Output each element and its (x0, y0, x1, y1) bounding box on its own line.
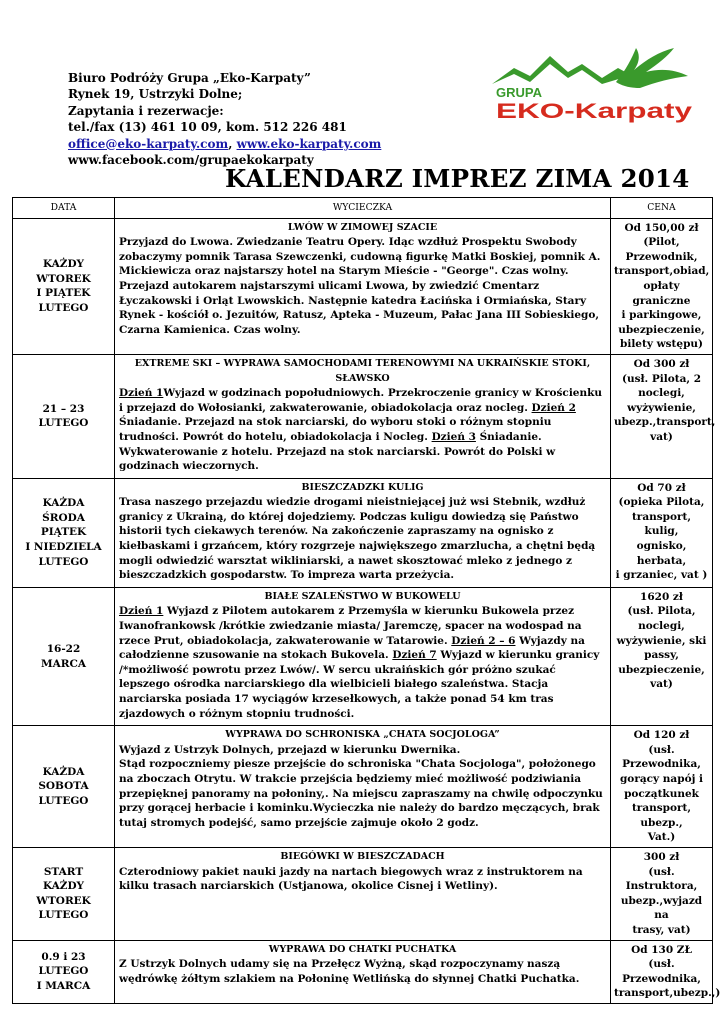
event-title: BIEGÓWKI W BIESZCZADACH (280, 850, 445, 862)
event-title: WYPRAWA DO SCHRONISKA „CHATA SOCJOLOGA” (225, 729, 500, 741)
event-text: Wyjazd w kierunku granicy /*możliwość powrotu przez Lwów/. W sercu ukraińskich gór próżno szukać lepszego ośrodka narciarskiego dla wielbicieli białego szaleństwa. Stacja narciarska posiada 17 wyciągów krzesełkowych, a także ponad 54 km tras zjazdowych o różnym stopniu trudności. (119, 649, 600, 720)
event-date-line: KAŻDA (42, 765, 85, 778)
event-date-line: LUTEGO (38, 965, 89, 978)
event-price-line: gorący napój i (619, 772, 704, 785)
event-date-line: 0.9 i 23 (41, 950, 86, 963)
event-title: WYPRAWA DO CHATKI PUCHATKA (268, 943, 457, 955)
table-row (13, 354, 713, 478)
event-price-line: (usł. (648, 958, 675, 971)
event-date-line: I MARCA (36, 979, 91, 992)
event-description-cell (115, 587, 611, 725)
event-price-line: transport,ubezp.,) (614, 987, 721, 1000)
event-price-line: wyżywienie, (627, 401, 696, 414)
event-text: Śniadanie. Wykwaterowanie z hotelu. Przejazd na stok narciarski. Powrót do Polski w godzinach wieczornych. (119, 430, 556, 473)
event-date-line: MARCA (41, 657, 86, 670)
event-text: Wyjazd z Ustrzyk Dolnych, przejazd w kierunku Dwernika. Stąd rozpoczniemy piesze przejście do schroniska "Chata Socjologa", położonego na zboczach Otrytu. W trakcie przejścia będziemy mieć możliwość podziwiania przepięknej panoramy na połoniny,. Na miejscu zapraszamy na chwilę odpoczynku przy gorącej herbacie i kominku.Wycieczka nie należy do bardzo męczących, brak tutaj stromych podejść, samo przejście zajmuje około 2 godz. (119, 743, 603, 829)
event-body (119, 743, 606, 831)
event-price-cell (611, 847, 713, 940)
event-body (119, 386, 606, 474)
event-description-cell (115, 478, 611, 587)
event-price-cell (611, 218, 713, 354)
event-description-cell (115, 354, 611, 478)
event-price-line: (opieka Pilota, (618, 496, 705, 509)
table-row (13, 847, 713, 940)
event-day-label: Dzień 2 (531, 401, 576, 414)
event-price-line: bilety wstępu) (619, 338, 704, 351)
event-date-line: KAŻDA (42, 497, 85, 510)
event-price-line: 1620 zł (640, 590, 683, 603)
agency-address: Rynek 19, Ustrzyki Dolne; (68, 87, 243, 102)
event-date-line: 21 – 23 (42, 402, 85, 415)
event-price-line: Od 130 ZŁ (631, 943, 692, 956)
table-row (13, 940, 713, 1003)
event-price-line: Od 120 zł (633, 729, 690, 742)
table-row (13, 218, 713, 354)
event-price-line: transport, kulig, (631, 510, 692, 538)
event-date-line: START (43, 865, 84, 878)
event-price-line: i grzaniec, vat ) (615, 569, 708, 582)
event-price-line: Od 150,00 zł (624, 221, 699, 234)
table-row (13, 478, 713, 587)
email-website-line (68, 136, 381, 152)
event-date-cell (13, 940, 115, 1003)
event-price-line: Vat.) (647, 831, 676, 844)
event-price-line: vat) (650, 430, 673, 443)
agency-contact-block (68, 70, 381, 168)
event-price-cell (611, 726, 713, 848)
event-text: Wyjazd z Pilotem autokarem z Przemyśla w kierunku Bukowela przez Iwanofrankowsk /krótkie zwiedzanie miasta/ Jaremczę, spacer na wodospad na rzece Prut, obiadokolacja, zakwaterowanie w Tatarowie. (119, 605, 582, 647)
event-price-line: ubezpieczenie, (618, 323, 705, 336)
logo-text-bottom: EKO-Karpaty (496, 100, 693, 123)
event-date-line: 16-22 (46, 642, 81, 655)
event-date-line: LUTEGO (38, 794, 89, 807)
event-date-line: LUTEGO (38, 555, 89, 568)
event-text: Trasa naszego przejazdu wiedzie drogami nieistniejącej już wsi Stebnik, wzdłuż granicy z Ukrainą, do której dojedziemy. Podczas kuligu dowiedzą się Państwo historii tych ciekawych terenów. Na zakończenie zapraszamy na ognisko z kiełbaskami i grzańcem, który rozgrzeje największego zmarzlucha, a chętni będą mogli odwiedzić warsztat wikliniarski, a nawet skosztować mleko z jednego z bieszczadzkich gospodarstw. To impreza warta przeżycia. (119, 496, 596, 582)
website-link[interactable]: www.eko-karpaty.com (236, 136, 382, 151)
event-day-label: Dzień 7 (392, 649, 437, 662)
event-price-cell (611, 940, 721, 1003)
event-day-label: Dzień 3 (431, 430, 476, 443)
logo-text-top: GRUPA (496, 85, 542, 100)
event-price-line: 300 zł (643, 850, 680, 863)
event-title: EXTREME SKI – WYPRAWA SAMOCHODAMI TERENOWYMI NA UKRAIŃSKIE STOKI, SŁAWSKO (134, 357, 591, 384)
event-description-cell (115, 847, 611, 940)
events-table (12, 197, 721, 1004)
event-price-line: (usł. (648, 743, 675, 756)
event-price-line: i parkingowe, (621, 309, 702, 322)
event-date-cell (13, 847, 115, 940)
event-price-line: Przewodnika, (622, 972, 701, 985)
event-price-line: początkunek (624, 787, 699, 800)
event-date-line: ŚRODA (42, 511, 85, 524)
event-text: Z Ustrzyk Dolnych udamy się na Przełęcz Wyżną, skąd rozpoczynamy naszą wędrówkę żółtym szlakiem na Połoninę Wetlińską do słynnej Chatki Puchatka. (119, 958, 580, 985)
event-price-line: transport,obiad, (614, 265, 710, 278)
event-date-line: I NIEDZIELA (25, 541, 102, 554)
event-date-line: WTOREK (36, 272, 91, 285)
event-date-cell (13, 218, 115, 354)
column-header-date: DATA (13, 198, 115, 219)
event-title: BIAŁE SZALEŃSTWO W BUKOWELU (264, 590, 461, 602)
event-title: BIESZCZADZKI KULIG (301, 481, 424, 493)
event-description-cell (115, 940, 611, 1003)
event-text: Przyjazd do Lwowa. Zwiedzanie Teatru Opery. Idąc wzdłuż Prospektu Swobody zobaczymy pomnik Tarasa Szewczenki, cudowną figurkę Matki Boskiej, pomnik A. Mickiewicza oraz najstarszy hotel na Starym Mieście - "George". Czas wolny. Przejazd autokarem najstarszymi ulicami Lwowa, by zwiedzić Cmentarz Łyczakowski i Orląt Lwowskich. Następnie katedra Łacińska i Ormiańska, Stary Rynek - kościół o. Jezuitów, Ratusz, Apteka - Muzeum, Pałac Jana III Sobieskiego, Czarna Kamienica. Czas wolny. (119, 236, 601, 336)
event-date-cell (13, 478, 115, 587)
event-price-line: (usł. Pilota, 2 (621, 372, 701, 385)
event-date-line: KAŻDY (42, 880, 85, 893)
event-price-line: noclegi, (638, 387, 685, 400)
event-price-line: opłaty graniczne (632, 279, 691, 307)
event-price-line: passy, (644, 649, 679, 662)
inquiries-label: Zapytania i rezerwacje: (68, 103, 224, 118)
event-body (119, 957, 606, 986)
event-description-cell (115, 726, 611, 848)
logo-bird-icon (616, 48, 688, 88)
event-price-cell (611, 354, 716, 478)
event-date-cell (13, 726, 115, 848)
event-date-line: I PIĄTEK (36, 287, 91, 300)
link-separator: , (228, 136, 237, 151)
column-header-trip: WYCIECZKA (115, 198, 611, 219)
column-header-price: CENA (611, 198, 713, 219)
event-price-line: (Pilot, (643, 236, 680, 249)
event-price-line: vat) (650, 678, 673, 691)
facebook-line: www.facebook.com/grupaekokarpaty (68, 153, 314, 168)
event-price-cell (611, 587, 713, 725)
event-text: Czterodniowy pakiet nauki jazdy na nartach biegowych wraz z instruktorem na kilku trasach narciarskich (Ustjanowa, okolice Cisnej i Wetliny). (119, 865, 583, 893)
table-row (13, 587, 713, 725)
agency-name: Biuro Podróży Grupa „Eko-Karpaty” (68, 71, 311, 85)
event-description-cell (115, 218, 611, 354)
event-body (119, 235, 606, 337)
event-date-line: KAŻDY (42, 258, 85, 271)
event-date-cell (13, 354, 115, 478)
eko-karpaty-logo (490, 38, 700, 124)
event-text: Wyjazd w godzinach popołudniowych. Przekroczenie granicy w Krościenku i przejazd do Wołosianki, zakwaterowanie, obiadokolacja oraz nocleg. (119, 387, 603, 414)
event-date-cell (13, 587, 115, 725)
event-price-line: ubezp.,transport, (614, 416, 716, 429)
event-day-label: Dzień 1 (119, 605, 164, 618)
event-body (119, 495, 606, 583)
table-row (13, 726, 713, 848)
events-table-body (13, 218, 721, 1003)
event-price-line: ubezpieczenie, (618, 663, 705, 676)
event-body (119, 865, 606, 894)
phone-line: tel./fax (13) 461 10 09, kom. 512 226 481 (68, 120, 347, 135)
event-text: Śniadanie. Przejazd na stok narciarski, do wyboru stoki o różnym stopniu trudności. Powrót do hotelu, obiadokolacja i Nocleg. (119, 416, 552, 443)
event-price-line: Przewodnik, (625, 250, 698, 263)
event-date-line: LUTEGO (38, 301, 89, 314)
event-price-line: noclegi, (638, 620, 685, 633)
event-price-cell (611, 478, 713, 587)
event-price-line: wyżywienie, ski (616, 634, 707, 647)
event-date-line: LUTEGO (38, 909, 89, 922)
event-price-line: trasy, vat) (632, 923, 691, 936)
event-price-line: (usł. Instruktora, (625, 865, 698, 893)
event-price-line: (usł. Pilota, (627, 605, 696, 618)
event-price-line: Przewodnika, (622, 758, 701, 771)
event-price-line: ubezp.,wyjazd na (620, 894, 703, 922)
event-title: LWÓW W ZIMOWEJ SZACIE (287, 221, 438, 233)
event-date-line: SOBOTA (38, 780, 89, 793)
table-header-row (13, 198, 713, 219)
event-price-line: Od 300 zł (633, 357, 690, 370)
event-text: Wyjazdy na całodzienne szusowanie na stokach Bukovela. (119, 634, 585, 662)
event-day-label: Dzień 2 – 6 (451, 634, 516, 647)
event-price-line: Od 70 zł (637, 481, 686, 494)
email-link[interactable]: office@eko-karpaty.com (68, 136, 229, 151)
event-date-line: LUTEGO (38, 417, 89, 430)
event-date-line: WTOREK (36, 894, 91, 907)
event-day-label: Dzień 1 (119, 387, 164, 400)
event-date-line: PIĄTEK (40, 526, 87, 539)
event-price-line: ognisko, herbata, (636, 540, 687, 567)
page-title: KALENDARZ IMPREZ ZIMA 2014 (225, 164, 690, 193)
event-price-line: transport, ubezp., (631, 802, 692, 829)
event-body (119, 604, 606, 721)
